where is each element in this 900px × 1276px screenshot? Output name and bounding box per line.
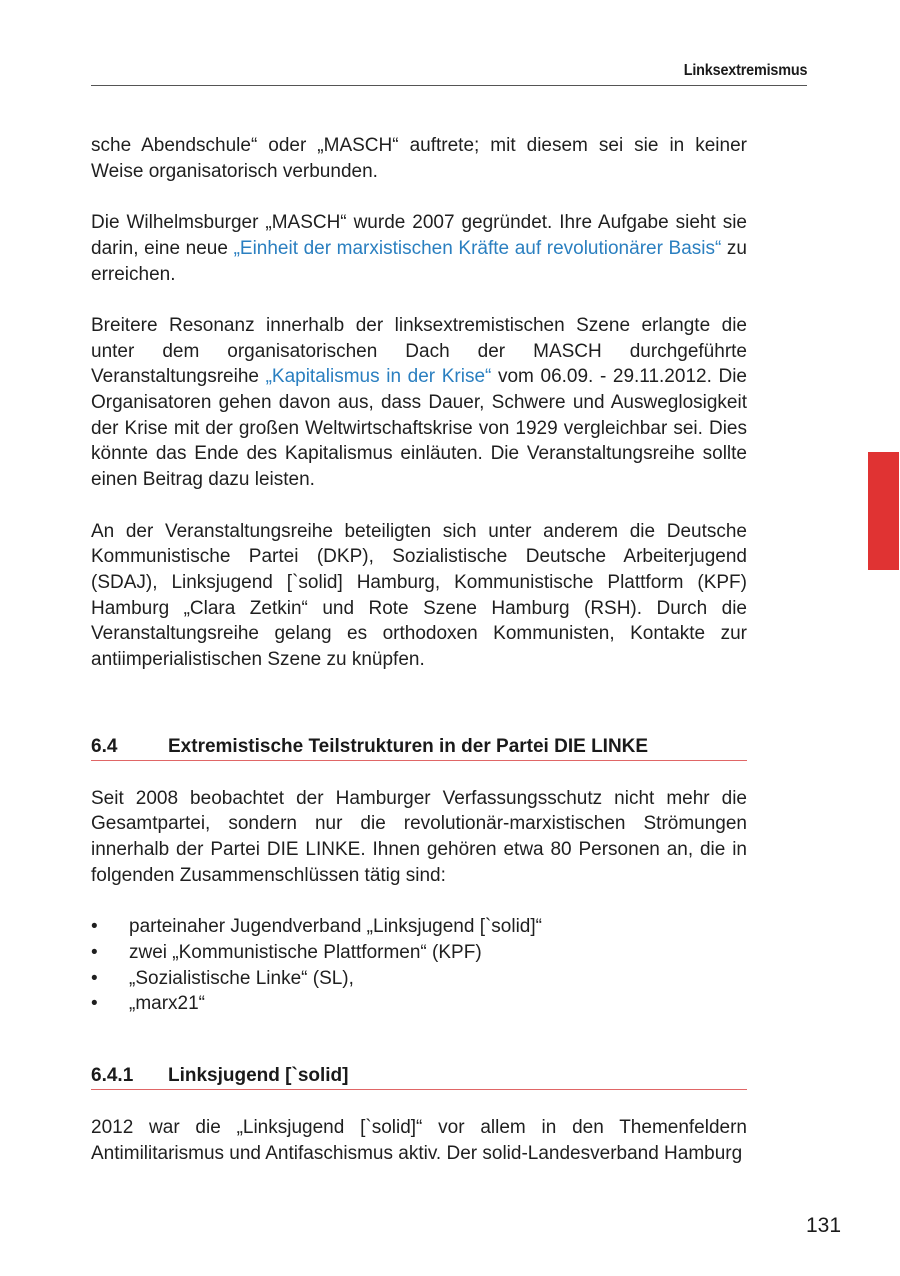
list-item-text: „Sozialistische Linke“ (SL), (129, 967, 354, 989)
chapter-tab-marker (868, 452, 899, 570)
paragraph-6: 2012 war die „Linksjugend [`solid]“ vor allem in den Themenfeldern Antimilitarismus und Antifaschismus aktiv. Der solid-Landesverband Hamburg (91, 1117, 747, 1164)
paragraph-5: Seit 2008 beobachtet der Hamburger Verfassungsschutz nicht mehr die Gesamtpartei, sondern nur die revolutionär-marxistischen Strömungen innerhalb der Partei DIE LINKE. Ihnen gehören etwa 80 Personen an, die in folgenden Zusammenschlüssen tätig sind: (91, 787, 747, 886)
bullet-icon: • (91, 967, 98, 989)
section-number: 6.4 (91, 735, 118, 757)
paragraph-2-tail: zu erreichen. (91, 237, 747, 285)
list-item (91, 940, 747, 966)
list-item-text: parteinaher Jugendverband „Linksjugend [`solid]“ (129, 916, 542, 938)
running-header (91, 60, 807, 86)
list-item-text: „marx21“ (129, 993, 206, 1015)
quote-link-einheit[interactable]: „Einheit der marxistischen Kräfte auf revolutionärer Basis“ (233, 237, 722, 259)
bullet-icon: • (91, 993, 98, 1015)
quote-link-kapitalismus[interactable]: „Kapitalismus in der Krise“ (265, 366, 492, 388)
section-title: Linksjugend [`solid] (168, 1065, 349, 1087)
bullet-icon: • (91, 916, 98, 938)
paragraph-3-text: Breitere Resonanz innerhalb der linksextremistischen Szene erlangte die unter dem organisatorischen Dach der MASCH durchgeführte Veranstaltungsreihe (91, 314, 747, 388)
paragraph-3-tail: vom 06.09. - 29.11.2012. Die Organisatoren gehen davon aus, dass Dauer, Schwere und Ausweglosigkeit der Krise mit der großen Weltwirtschaftskrise von 1929 vergleichbar sei. Dies könnte das Ende des Kapitalismus einläuten. Die Veranstaltungsreihe sollte einen Beitrag dazu leisten. (91, 366, 747, 491)
list-item (91, 914, 747, 940)
paragraph-1: sche Abendschule“ oder „MASCH“ auftrete; mit diesem sei sie in keiner Weise organisatorisch verbunden. (91, 135, 747, 182)
list-item (91, 991, 747, 1017)
section-heading-6-4 (91, 735, 747, 761)
page-number: 131 (806, 1214, 842, 1237)
paragraph-4: An der Veranstaltungsreihe beteiligten sich unter anderem die Deutsche Kommunistische Partei (DKP), Sozialistische Deutsche Arbeiterjugend (SDAJ), Linksjugend [`solid] Hamburg, Kommunistische Plattform (KPF) Hamburg „Clara Zetkin“ und Rote Szene Hamburg (RSH). Durch die Veranstaltungsreihe gelang es orthodoxen Kommunisten, Kontakte zur antiimperialistischen Szene zu knüpfen. (91, 520, 747, 671)
paragraph-3 (91, 313, 747, 493)
organization-list (91, 914, 747, 1017)
section-title: Extremistische Teilstrukturen in der Partei DIE LINKE (168, 735, 649, 757)
section-heading-6-4-1 (91, 1064, 747, 1090)
list-item-text: zwei „Kommunistische Plattformen“ (KPF) (129, 941, 482, 963)
section-number: 6.4.1 (91, 1065, 134, 1087)
running-title: Linksextremismus (683, 62, 807, 79)
paragraph-2-text: Die Wilhelmsburger „MASCH“ wurde 2007 gegründet. Ihre Aufgabe sieht sie darin, eine neue (91, 212, 747, 259)
list-item (91, 966, 747, 992)
paragraph-2 (91, 210, 747, 287)
bullet-icon: • (91, 941, 98, 963)
page-body (91, 133, 747, 1166)
